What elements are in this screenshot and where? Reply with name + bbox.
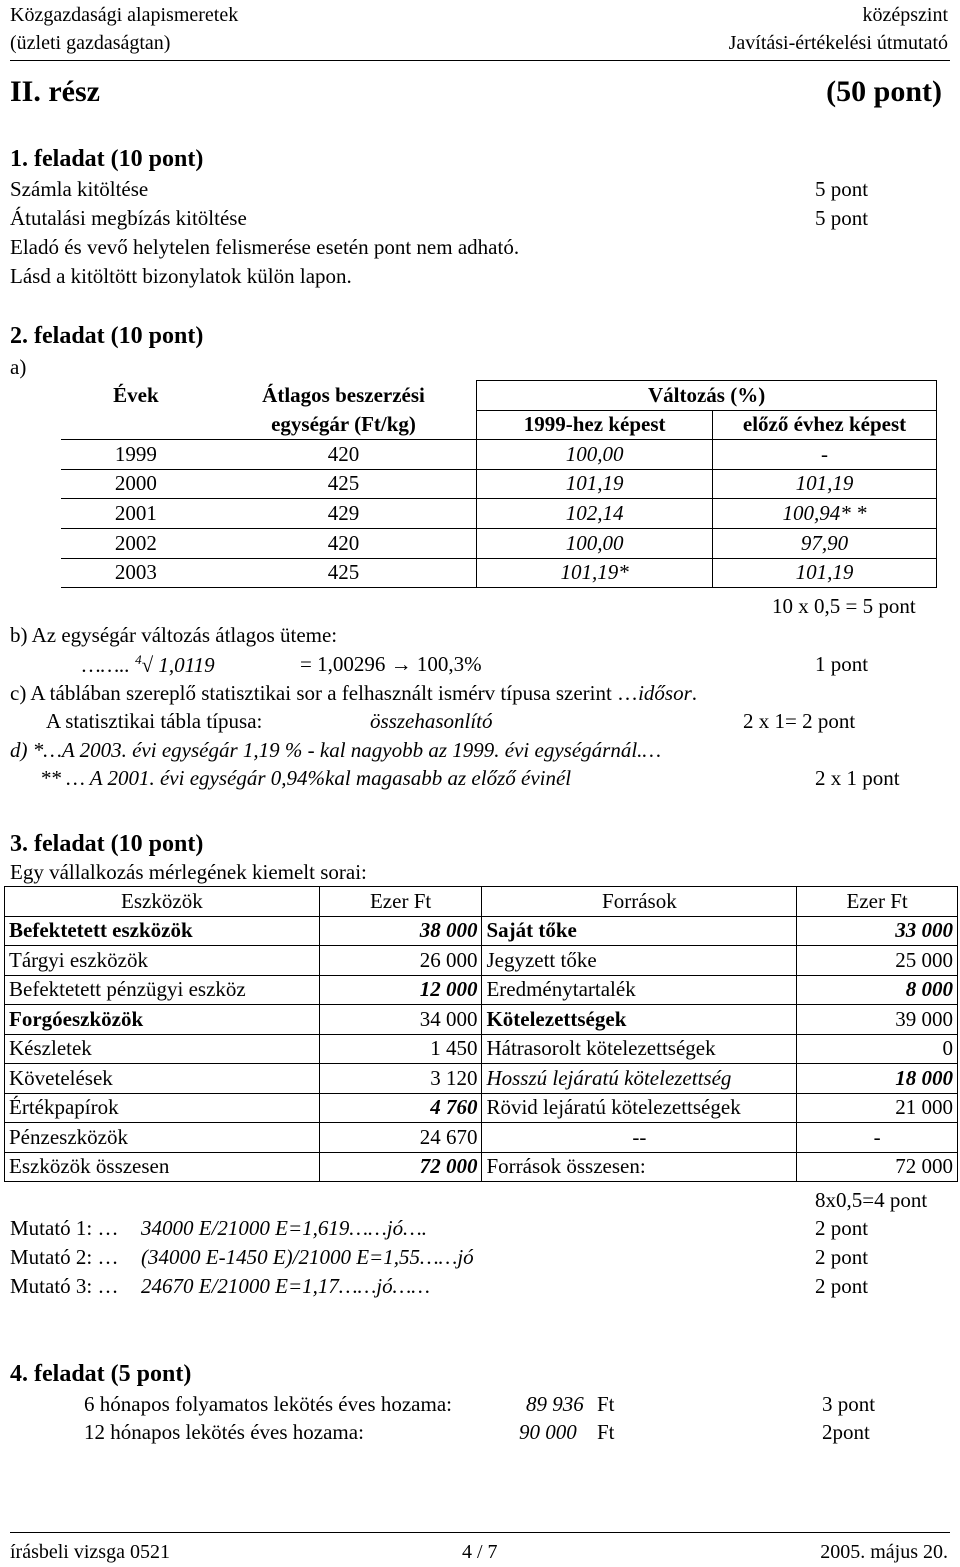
prev-cell: 101,19 — [713, 469, 937, 499]
task4-line2-label: 12 hónapos lekötés éves hozama: — [84, 1420, 364, 1444]
header-left-line2: (üzleti gazdaságtan) — [10, 32, 171, 54]
task3-metric2-label: Mutató 2: … — [10, 1245, 119, 1269]
asset-cell: Követelések — [5, 1064, 320, 1094]
header-left-line1: Közgazdasági alapismeretek — [10, 4, 239, 26]
source-value-cell: - — [797, 1123, 958, 1153]
task4-line1-value: 89 936 — [526, 1392, 584, 1416]
base-cell: 102,14 — [477, 499, 713, 529]
col-sources-value-header: Ezer Ft — [797, 887, 958, 917]
source-cell: Hosszú lejáratú kötelezettség — [482, 1064, 797, 1094]
asset-value-cell: 24 670 — [319, 1123, 482, 1153]
b-calc-root-index: 4 — [135, 652, 142, 667]
task2-b-points: 1 pont — [815, 652, 869, 676]
task2-table-score: 10 x 0,5 = 5 pont — [772, 594, 916, 618]
task2-b-calc — [82, 652, 215, 678]
source-value-cell: 0 — [797, 1034, 958, 1064]
source-cell: Rövid lejáratú kötelezettségek — [482, 1093, 797, 1123]
prev-cell: 100,94* * — [713, 499, 937, 529]
header-rule — [10, 60, 950, 61]
source-value-cell: 25 000 — [797, 946, 958, 976]
asset-cell: Értékpapírok — [5, 1093, 320, 1123]
c-line-text: c) A táblában szereplő statisztikai sor a felhasznált ismérv típusa szerint … — [10, 681, 639, 705]
table-row — [5, 1005, 958, 1035]
col-assets-value-header: Ezer Ft — [319, 887, 482, 917]
task4-line2-points: 2pont — [822, 1420, 870, 1444]
col-sources-header: Források — [482, 887, 797, 917]
footer-rule — [10, 1532, 950, 1533]
b-calc-dots: …….. — [82, 653, 136, 677]
table-row — [61, 469, 937, 499]
year-cell: 1999 — [114, 441, 157, 466]
table-row — [5, 1064, 958, 1094]
task2-a-label: a) — [10, 355, 27, 379]
price-change-table — [61, 380, 937, 588]
task1-line2: Átutalási megbízás kitöltése — [10, 206, 247, 230]
task4-line1-label: 6 hónapos folyamatos lekötés éves hozama: — [84, 1392, 452, 1416]
table-row — [61, 528, 937, 558]
base-cell: 101,19* — [477, 558, 713, 588]
asset-value-cell: 38 000 — [319, 916, 482, 946]
asset-cell: Befektetett pénzügyi eszköz — [5, 975, 320, 1005]
task3-metric3-points: 2 pont — [815, 1274, 869, 1298]
asset-value-cell: 34 000 — [319, 1005, 482, 1035]
table-row — [61, 558, 937, 588]
task2-c2-points: 2 x 1= 2 pont — [743, 709, 856, 733]
price-cell: 420 — [211, 528, 477, 558]
table-row — [5, 946, 958, 976]
source-cell: Jegyzett tőke — [482, 946, 797, 976]
task2-d2: ** … A 2001. évi egységár 0,94%kal magasabb az előző évinél — [40, 766, 572, 790]
col-price-header-1: Átlagos beszerzési — [262, 382, 425, 407]
task3-metric3-value: 24670 E/21000 E=1,17……jó…… — [141, 1274, 430, 1298]
col-base-header: 1999-hez képest — [477, 410, 713, 440]
price-cell: 425 — [211, 469, 477, 499]
asset-cell: Befektetett eszközök — [5, 916, 320, 946]
table-header-row — [5, 887, 958, 917]
footer-left: írásbeli vizsga 0521 — [10, 1541, 170, 1563]
col-prev-header: előző évhez képest — [713, 410, 937, 440]
source-cell: Kötelezettségek — [482, 1005, 797, 1035]
asset-value-cell: 72 000 — [319, 1152, 482, 1182]
source-value-cell: 72 000 — [797, 1152, 958, 1182]
asset-cell: Tárgyi eszközök — [5, 946, 320, 976]
task4-line1-unit: Ft — [597, 1392, 615, 1416]
year-cell: 2001 — [61, 499, 211, 529]
task3-title: 3. feladat (10 pont) — [10, 831, 204, 857]
price-cell: 429 — [211, 499, 477, 529]
footer-right: 2005. május 20. — [820, 1541, 948, 1563]
table-row — [5, 1034, 958, 1064]
col-years-header: Évek — [113, 382, 159, 407]
asset-value-cell: 12 000 — [319, 975, 482, 1005]
header-right-line2: Javítási-értékelési útmutató — [728, 32, 948, 54]
table-row — [61, 440, 937, 470]
task1-line1: Számla kitöltése — [10, 177, 149, 201]
task2-c-line — [10, 681, 697, 706]
task2-d-points: 2 x 1 pont — [815, 766, 900, 790]
source-cell: Saját tőke — [482, 916, 797, 946]
task4-line2-unit: Ft — [597, 1420, 615, 1444]
year-cell: 2003 — [61, 558, 211, 588]
prev-cell: 97,90 — [713, 528, 937, 558]
task1-title: 1. feladat (10 pont) — [10, 146, 204, 172]
table-row — [5, 975, 958, 1005]
table-row — [61, 499, 937, 529]
task1-line4: Lásd a kitöltött bizonylatok külön lapon. — [10, 264, 352, 288]
prev-cell: 101,19 — [713, 558, 937, 588]
source-cell: Hátrasorolt kötelezettségek — [482, 1034, 797, 1064]
asset-cell: Eszközök összesen — [5, 1152, 320, 1182]
task2-c2-label: A statisztikai tábla típusa: — [46, 709, 263, 733]
asset-cell: Forgóeszközök — [5, 1005, 320, 1035]
source-cell: Eredménytartalék — [482, 975, 797, 1005]
asset-cell: Pénzeszközök — [5, 1123, 320, 1153]
price-cell: 420 — [327, 441, 360, 466]
base-cell: 100,00 — [477, 440, 713, 470]
header-right-line1: középszint — [862, 4, 948, 26]
prev-cell: - — [713, 440, 937, 470]
col-change-header: Változás (%) — [477, 381, 937, 411]
asset-value-cell: 3 120 — [319, 1064, 482, 1094]
task4-line2-value: 90 000 — [519, 1420, 577, 1444]
b-calc-value: √ 1,0119 — [141, 653, 215, 677]
source-value-cell: 33 000 — [797, 916, 958, 946]
asset-value-cell: 1 450 — [319, 1034, 482, 1064]
task3-score: 8x0,5=4 pont — [815, 1188, 928, 1212]
task1-line1-points: 5 pont — [815, 177, 869, 201]
base-cell: 101,19 — [477, 469, 713, 499]
price-cell: 425 — [211, 558, 477, 588]
part-title: II. rész — [10, 75, 100, 108]
task3-metric2-points: 2 pont — [815, 1245, 869, 1269]
task4-title: 4. feladat (5 pont) — [10, 1361, 192, 1387]
task2-c2-answer: összehasonlító — [370, 709, 493, 733]
task4-line1-points: 3 pont — [822, 1392, 876, 1416]
table-row — [5, 1093, 958, 1123]
part-points: (50 pont) — [826, 75, 942, 108]
task3-metric1-value: 34000 E/21000 E=1,619……jó…. — [141, 1216, 428, 1240]
task2-title: 2. feladat (10 pont) — [10, 323, 204, 349]
c-line-end: . — [691, 681, 697, 705]
task1-line3: Eladó és vevő helytelen felismerése esetén pont nem adható. — [10, 235, 520, 259]
source-cell: Források összesen: — [482, 1152, 797, 1182]
task2-b-result: = 1,00296 → 100,3% — [300, 652, 482, 676]
source-cell: -- — [482, 1123, 797, 1153]
col-price-header-2: egységár (Ft/kg) — [211, 410, 477, 440]
source-value-cell: 18 000 — [797, 1064, 958, 1094]
year-cell: 2002 — [61, 528, 211, 558]
balance-sheet-table — [4, 886, 958, 1182]
task1-line2-points: 5 pont — [815, 206, 869, 230]
asset-cell: Készletek — [5, 1034, 320, 1064]
task2-b-line: b) Az egységár változás átlagos üteme: — [10, 623, 338, 647]
task2-d1: d) *…A 2003. évi egységár 1,19 % - kal nagyobb az 1999. évi egységárnál.… — [10, 738, 662, 762]
year-cell: 2000 — [61, 469, 211, 499]
asset-value-cell: 26 000 — [319, 946, 482, 976]
table-row — [5, 1123, 958, 1153]
task3-intro: Egy vállalkozás mérlegének kiemelt sorai: — [10, 860, 367, 884]
source-value-cell: 8 000 — [797, 975, 958, 1005]
asset-value-cell: 4 760 — [319, 1093, 482, 1123]
table-row — [5, 916, 958, 946]
task3-metric3-label: Mutató 3: … — [10, 1274, 119, 1298]
table-row — [5, 1152, 958, 1182]
task3-metric2-value: (34000 E-1450 E)/21000 E=1,55……jó — [141, 1245, 474, 1269]
c-line-answer: idősor — [638, 681, 692, 705]
col-assets-header: Eszközök — [5, 887, 320, 917]
footer-page-number: 4 / 7 — [462, 1541, 498, 1563]
source-value-cell: 21 000 — [797, 1093, 958, 1123]
task3-metric1-label: Mutató 1: … — [10, 1216, 119, 1240]
task3-metric1-points: 2 pont — [815, 1216, 869, 1240]
source-value-cell: 39 000 — [797, 1005, 958, 1035]
base-cell: 100,00 — [477, 528, 713, 558]
